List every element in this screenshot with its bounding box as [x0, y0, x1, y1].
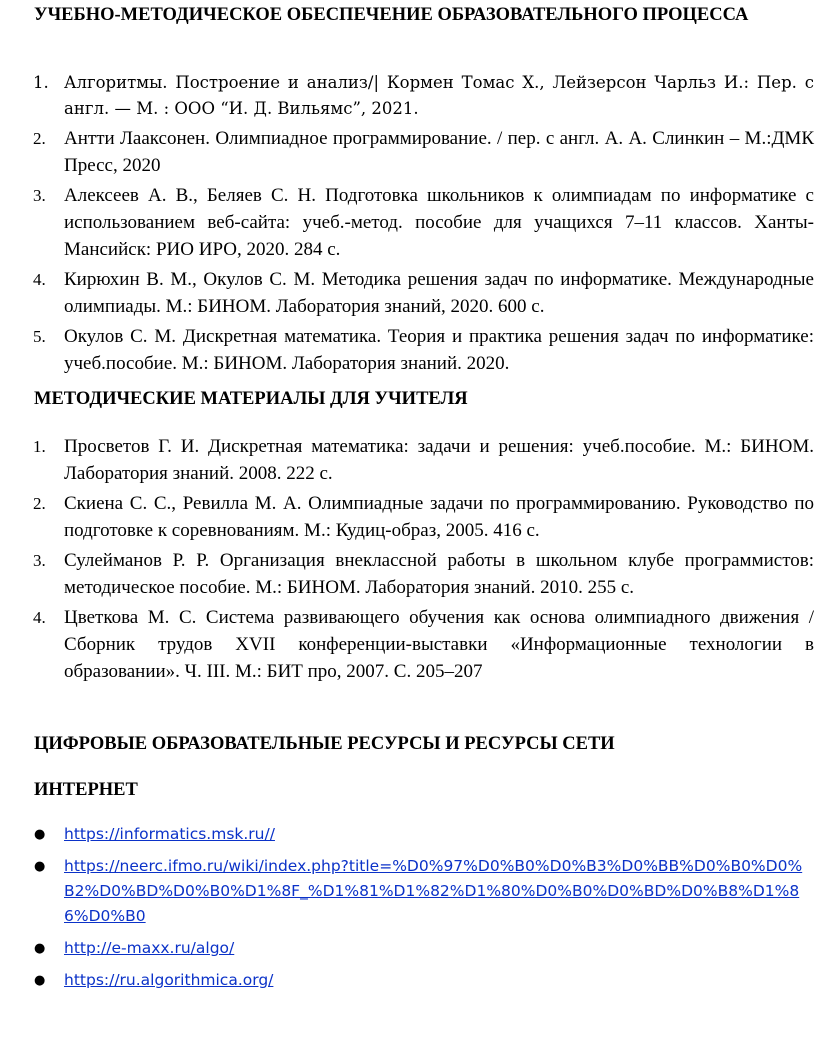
section-title-teacher-materials: МЕТОДИЧЕСКИЕ МАТЕРИАЛЫ ДЛЯ УЧИТЕЛЯ [34, 389, 468, 409]
list-item-number: 2. [33, 129, 46, 148]
list-item-text: Алексеев А. В., Беляев С. Н. Подготовка школьников к олимпиадам по информатике с использованием веб-сайта: учеб.-метод. пособие для учащихся 7–11 классов. Ханты-Мансийск: РИО ИРО, 2020. 284 с. [64, 185, 814, 260]
list-item-text: Скиена С. С., Ревилла М. А. Олимпиадные задачи по программированию. Руководство по подготовке к соревнованиям. М.: Кудиц-образ, 2005. 416 с. [64, 493, 814, 541]
link-algorithmica[interactable]: https://ru.algorithmica.org/ [64, 971, 274, 989]
link-e-maxx[interactable]: http://e-maxx.ru/algo/ [64, 939, 235, 957]
list-item [0, 433, 816, 487]
section-title-teaching-materials: УЧЕБНО-МЕТОДИЧЕСКОЕ ОБЕСПЕЧЕНИЕ ОБРАЗОВАТЕЛЬНОГО ПРОЦЕССА [34, 5, 749, 25]
list-item [0, 70, 816, 121]
link-item [0, 936, 816, 961]
link-informatics-msk[interactable]: https://informatics.msk.ru// [64, 825, 275, 843]
list-item-number: 1. [33, 437, 46, 456]
list-item [0, 266, 816, 320]
bullet-icon: ● [34, 827, 46, 842]
list-item [0, 547, 816, 601]
internet-links-list [0, 822, 816, 1000]
bullet-icon: ● [34, 941, 46, 956]
list-item-text: Антти Лааксонен. Олимпиадное программирование. / пер. с англ. А. А. Слинкин – М.:ДМК Пресс, 2020 [64, 128, 814, 176]
link-item [0, 822, 816, 847]
link-item [0, 854, 816, 929]
list-item-number: 2. [33, 494, 46, 513]
list-item-number: 4. [33, 608, 46, 627]
list-item-number: 5. [33, 327, 46, 346]
list-item-number: 4. [33, 270, 46, 289]
list-item [0, 182, 816, 263]
teaching-materials-list [0, 70, 816, 380]
list-item-number: 3. [33, 186, 46, 205]
section-title-internet: ИНТЕРНЕТ [34, 780, 138, 800]
list-item-text: Алгоритмы. Построение и анализ/| Кормен Томас Х., Лейзерсон Чарльз И.: Пер. с англ. — М. : ООО “И. Д. Вильямс”, 2021. [64, 73, 814, 118]
list-item-text: Окулов С. М. Дискретная математика. Теория и практика решения задач по информатике: учеб.пособие. М.: БИНОМ. Лаборатория знаний. 2020. [64, 326, 814, 374]
list-item [0, 604, 816, 685]
bullet-icon: ● [34, 859, 46, 874]
list-item [0, 125, 816, 179]
list-item-text: Просветов Г. И. Дискретная математика: задачи и решения: учеб.пособие. М.: БИНОМ. Лаборатория знаний. 2008. 222 с. [64, 436, 814, 484]
link-item [0, 968, 816, 993]
teacher-materials-list [0, 433, 816, 688]
list-item [0, 323, 816, 377]
list-item-text: Сулейманов Р. Р. Организация внеклассной работы в школьном клубе программистов: методическое пособие. М.: БИНОМ. Лаборатория знаний. 2010. 255 с. [64, 550, 814, 598]
link-neerc-ifmo-wiki[interactable]: https://neerc.ifmo.ru/wiki/index.php?title=%D0%97%D0%B0%D0%B3%D0%BB%D0%B0%D0%B2%D0%BD%D0%B0%D1%8F_%D1%81%D1%82%D1%80%D0%B0%D0%BD%D0%B8%D1%86%D0%B0 [64, 857, 803, 925]
list-item-text: Цветкова М. С. Система развивающего обучения как основа олимпиадного движения / Сборник трудов XVII конференции-выставки «Информационные технологии в образовании». Ч. III. М.: БИТ про, 2007. С. 205–207 [64, 607, 814, 682]
section-title-digital-resources: ЦИФРОВЫЕ ОБРАЗОВАТЕЛЬНЫЕ РЕСУРСЫ И РЕСУРСЫ СЕТИ [34, 734, 615, 754]
list-item-number: 1. [33, 73, 49, 92]
bullet-icon: ● [34, 973, 46, 988]
list-item-number: 3. [33, 551, 46, 570]
list-item [0, 490, 816, 544]
list-item-text: Кирюхин В. М., Окулов С. М. Методика решения задач по информатике. Международные олимпиады. М.: БИНОМ. Лаборатория знаний, 2020. 600 с. [64, 269, 814, 317]
